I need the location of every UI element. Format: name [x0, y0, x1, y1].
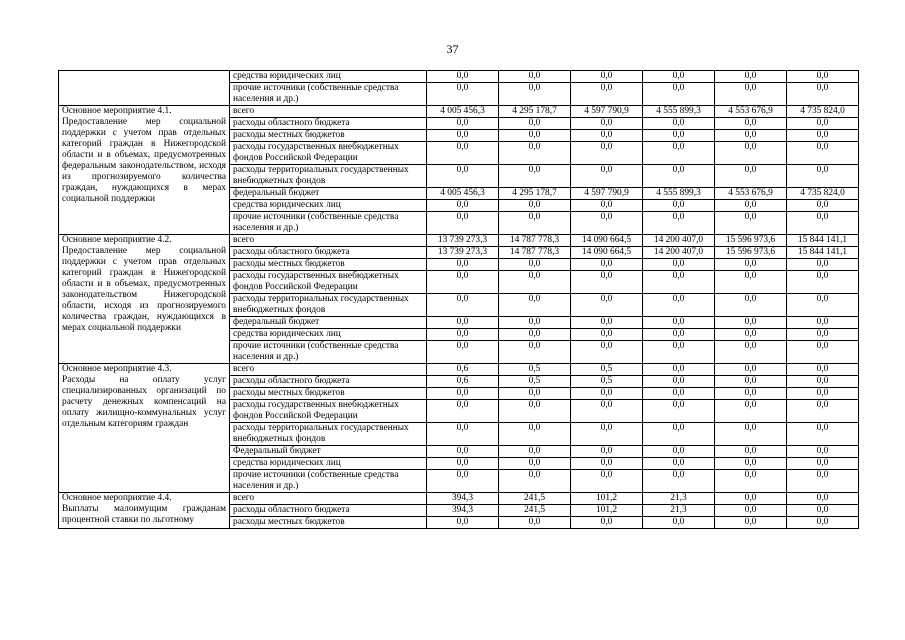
amount-cell: 0,0	[643, 165, 715, 188]
amount-cell: 0,0	[427, 470, 499, 493]
amount-cell: 0,0	[499, 341, 571, 364]
amount-cell: 0,0	[427, 341, 499, 364]
funding-source: средства юридических лиц	[230, 458, 427, 470]
amount-cell: 0,0	[499, 130, 571, 142]
amount-cell: 14 787 778,3	[499, 247, 571, 259]
amount-cell: 4 295 178,7	[499, 188, 571, 200]
amount-cell: 0,0	[787, 329, 859, 341]
amount-cell: 0,0	[643, 271, 715, 294]
amount-cell: 0,0	[427, 317, 499, 329]
measure-title: Основное мероприятие 4.4.	[62, 493, 172, 503]
amount-cell: 0,0	[427, 458, 499, 470]
amount-cell: 0,0	[427, 517, 499, 529]
amount-cell: 0,0	[571, 341, 643, 364]
measure-cell	[59, 364, 230, 493]
funding-source: прочие источники (собственные средства населения и др.)	[230, 470, 427, 493]
amount-cell: 0,0	[787, 376, 859, 388]
amount-cell: 0,0	[643, 376, 715, 388]
amount-cell: 0,0	[715, 364, 787, 376]
amount-cell: 0,0	[643, 423, 715, 446]
measure-description: Расходы на оплату услуг специализированных организаций по расчету денежных компенсаций на оплату жилищно-коммунальных услуг отдельным категориям граждан	[62, 375, 226, 429]
amount-cell: 4 735 824,0	[787, 188, 859, 200]
funding-source: федеральный бюджет	[230, 188, 427, 200]
amount-cell: 0,0	[715, 423, 787, 446]
amount-cell: 0,0	[499, 470, 571, 493]
funding-source: прочие источники (собственные средства населения и др.)	[230, 83, 427, 106]
funding-source: расходы областного бюджета	[230, 505, 427, 517]
amount-cell: 0,0	[571, 470, 643, 493]
funding-source: расходы местных бюджетов	[230, 130, 427, 142]
amount-cell: 0,0	[571, 400, 643, 423]
table-row	[59, 235, 859, 247]
funding-source: всего	[230, 235, 427, 247]
amount-cell: 0,0	[571, 446, 643, 458]
amount-cell: 0,0	[499, 388, 571, 400]
amount-cell: 0,0	[499, 317, 571, 329]
amount-cell: 15 596 973,6	[715, 235, 787, 247]
funding-source: прочие источники (собственные средства населения и др.)	[230, 212, 427, 235]
amount-cell: 0,0	[499, 83, 571, 106]
amount-cell: 0,0	[715, 142, 787, 165]
amount-cell: 0,0	[499, 329, 571, 341]
table-row	[59, 71, 859, 83]
amount-cell: 0,0	[787, 212, 859, 235]
amount-cell: 0,0	[427, 165, 499, 188]
amount-cell: 0,0	[715, 165, 787, 188]
funding-source: расходы областного бюджета	[230, 247, 427, 259]
measure-cell	[59, 71, 230, 106]
amount-cell: 15 844 141,1	[787, 247, 859, 259]
amount-cell: 0,0	[571, 517, 643, 529]
amount-cell: 0,0	[427, 423, 499, 446]
amount-cell: 0,0	[571, 165, 643, 188]
table-row	[59, 364, 859, 376]
amount-cell: 0,0	[715, 130, 787, 142]
funding-source: прочие источники (собственные средства населения и др.)	[230, 341, 427, 364]
amount-cell: 4 555 899,3	[643, 188, 715, 200]
amount-cell: 0,0	[427, 71, 499, 83]
amount-cell: 0,0	[571, 200, 643, 212]
amount-cell: 0,5	[571, 376, 643, 388]
amount-cell: 0,0	[643, 341, 715, 364]
amount-cell: 0,0	[787, 142, 859, 165]
amount-cell: 0,0	[643, 364, 715, 376]
amount-cell: 0,0	[715, 317, 787, 329]
amount-cell: 0,6	[427, 376, 499, 388]
page-number: 37	[446, 42, 459, 56]
funding-source: расходы местных бюджетов	[230, 388, 427, 400]
amount-cell: 0,0	[715, 400, 787, 423]
amount-cell: 0,0	[427, 400, 499, 423]
amount-cell: 0,0	[571, 271, 643, 294]
amount-cell: 0,0	[427, 83, 499, 106]
amount-cell: 0,0	[427, 259, 499, 271]
measure-title: Основное мероприятие 4.1.	[62, 106, 172, 116]
amount-cell: 0,0	[715, 83, 787, 106]
amount-cell: 0,0	[499, 294, 571, 317]
amount-cell: 101,2	[571, 505, 643, 517]
amount-cell: 0,0	[715, 341, 787, 364]
amount-cell: 0,0	[499, 400, 571, 423]
amount-cell: 241,5	[499, 493, 571, 505]
amount-cell: 394,3	[427, 493, 499, 505]
funding-source: средства юридических лиц	[230, 200, 427, 212]
funding-source: расходы государственных внебюджетных фондов Российской Федерации	[230, 142, 427, 165]
amount-cell: 0,0	[787, 118, 859, 130]
amount-cell: 0,6	[427, 364, 499, 376]
amount-cell: 0,5	[499, 376, 571, 388]
amount-cell: 0,0	[787, 71, 859, 83]
amount-cell: 0,0	[571, 118, 643, 130]
amount-cell: 0,0	[643, 130, 715, 142]
amount-cell: 0,0	[571, 388, 643, 400]
amount-cell: 0,0	[787, 341, 859, 364]
amount-cell: 0,0	[427, 118, 499, 130]
amount-cell: 0,0	[643, 259, 715, 271]
amount-cell: 0,0	[643, 83, 715, 106]
funding-source: средства юридических лиц	[230, 71, 427, 83]
funding-source: Федеральный бюджет	[230, 446, 427, 458]
amount-cell: 4 597 790,9	[571, 106, 643, 118]
amount-cell: 0,0	[427, 200, 499, 212]
amount-cell: 0,0	[427, 388, 499, 400]
amount-cell: 0,0	[715, 505, 787, 517]
amount-cell: 0,0	[787, 458, 859, 470]
amount-cell: 0,0	[643, 71, 715, 83]
amount-cell: 0,0	[787, 388, 859, 400]
table-row	[59, 106, 859, 118]
amount-cell: 0,0	[643, 517, 715, 529]
amount-cell: 0,0	[643, 294, 715, 317]
amount-cell: 0,0	[499, 118, 571, 130]
amount-cell: 0,0	[499, 71, 571, 83]
amount-cell: 4 553 676,9	[715, 106, 787, 118]
funding-source: расходы территориальных государственных внебюджетных фондов	[230, 294, 427, 317]
funding-source: расходы местных бюджетов	[230, 259, 427, 271]
amount-cell: 0,0	[571, 458, 643, 470]
amount-cell: 0,0	[427, 294, 499, 317]
measure-title: Основное мероприятие 4.2.	[62, 235, 172, 245]
measure-cell	[59, 235, 230, 364]
amount-cell: 0,0	[571, 294, 643, 317]
amount-cell: 0,0	[643, 212, 715, 235]
amount-cell: 0,0	[427, 130, 499, 142]
amount-cell: 0,0	[715, 71, 787, 83]
amount-cell: 0,0	[787, 317, 859, 329]
amount-cell: 0,0	[499, 259, 571, 271]
amount-cell: 0,0	[571, 130, 643, 142]
amount-cell: 4 005 456,3	[427, 106, 499, 118]
budget-table	[58, 70, 859, 529]
table-row	[59, 493, 859, 505]
amount-cell: 21,3	[643, 493, 715, 505]
amount-cell: 4 597 790,9	[571, 188, 643, 200]
amount-cell: 0,0	[715, 200, 787, 212]
amount-cell: 0,0	[715, 376, 787, 388]
amount-cell: 0,0	[643, 200, 715, 212]
amount-cell: 0,0	[787, 130, 859, 142]
amount-cell: 0,0	[643, 458, 715, 470]
amount-cell: 0,0	[715, 294, 787, 317]
amount-cell: 0,0	[787, 517, 859, 529]
amount-cell: 0,0	[787, 271, 859, 294]
amount-cell: 0,0	[787, 165, 859, 188]
funding-source: всего	[230, 106, 427, 118]
amount-cell: 0,0	[715, 493, 787, 505]
amount-cell: 0,0	[787, 259, 859, 271]
amount-cell: 0,0	[427, 446, 499, 458]
funding-source: расходы местных бюджетов	[230, 517, 427, 529]
amount-cell: 0,0	[571, 83, 643, 106]
amount-cell: 0,0	[643, 329, 715, 341]
amount-cell: 0,0	[499, 200, 571, 212]
amount-cell: 0,0	[715, 259, 787, 271]
amount-cell: 0,0	[643, 317, 715, 329]
amount-cell: 15 596 973,6	[715, 247, 787, 259]
amount-cell: 0,5	[499, 364, 571, 376]
amount-cell: 14 200 407,0	[643, 235, 715, 247]
measure-title: Основное мероприятие 4.3.	[62, 364, 172, 374]
amount-cell: 0,0	[499, 446, 571, 458]
amount-cell: 0,0	[499, 423, 571, 446]
amount-cell: 0,0	[571, 71, 643, 83]
amount-cell: 0,0	[787, 83, 859, 106]
amount-cell: 0,0	[499, 165, 571, 188]
amount-cell: 0,0	[499, 517, 571, 529]
funding-source: расходы областного бюджета	[230, 376, 427, 388]
amount-cell: 0,0	[499, 458, 571, 470]
funding-source: федеральный бюджет	[230, 317, 427, 329]
amount-cell: 0,0	[571, 423, 643, 446]
amount-cell: 0,0	[643, 446, 715, 458]
amount-cell: 14 090 664,5	[571, 235, 643, 247]
amount-cell: 0,0	[787, 200, 859, 212]
amount-cell: 0,0	[571, 259, 643, 271]
amount-cell: 0,0	[787, 505, 859, 517]
funding-source: всего	[230, 493, 427, 505]
amount-cell: 0,0	[643, 470, 715, 493]
amount-cell: 0,0	[715, 118, 787, 130]
measure-cell	[59, 493, 230, 529]
amount-cell: 0,0	[499, 142, 571, 165]
funding-source: расходы государственных внебюджетных фондов Российской Федерации	[230, 400, 427, 423]
amount-cell: 0,0	[499, 271, 571, 294]
measure-cell	[59, 106, 230, 235]
amount-cell: 0,0	[787, 493, 859, 505]
amount-cell: 0,0	[715, 212, 787, 235]
amount-cell: 0,0	[787, 423, 859, 446]
funding-source: всего	[230, 364, 427, 376]
amount-cell: 0,0	[715, 446, 787, 458]
funding-source: средства юридических лиц	[230, 329, 427, 341]
amount-cell: 0,0	[787, 446, 859, 458]
amount-cell: 0,0	[571, 212, 643, 235]
amount-cell: 101,2	[571, 493, 643, 505]
amount-cell: 0,0	[427, 142, 499, 165]
amount-cell: 0,0	[715, 388, 787, 400]
amount-cell: 13 739 273,3	[427, 235, 499, 247]
amount-cell: 0,0	[643, 388, 715, 400]
amount-cell: 4 735 824,0	[787, 106, 859, 118]
amount-cell: 0,0	[571, 142, 643, 165]
amount-cell: 14 787 778,3	[499, 235, 571, 247]
amount-cell: 0,0	[787, 470, 859, 493]
amount-cell: 394,3	[427, 505, 499, 517]
amount-cell: 4 005 456,3	[427, 188, 499, 200]
measure-description: Выплаты малоимущим гражданам процентной ставки по льготному	[62, 504, 226, 525]
amount-cell: 0,0	[787, 364, 859, 376]
amount-cell: 14 090 664,5	[571, 247, 643, 259]
amount-cell: 0,0	[427, 329, 499, 341]
amount-cell: 0,0	[643, 118, 715, 130]
amount-cell: 21,3	[643, 505, 715, 517]
measure-description: Предоставление мер социальной поддержки с учетом прав отдельных категорий граждан в Нижегородской области и в объемах, предусмотренных федеральным законодательством, исходя из прогнозируемого количества граждан, нуждающихся в мерах социальной поддержки	[62, 117, 226, 204]
amount-cell: 4 555 899,3	[643, 106, 715, 118]
funding-source: расходы территориальных государственных внебюджетных фондов	[230, 165, 427, 188]
amount-cell: 0,0	[427, 271, 499, 294]
amount-cell: 0,0	[787, 294, 859, 317]
amount-cell: 15 844 141,1	[787, 235, 859, 247]
amount-cell: 0,0	[715, 271, 787, 294]
amount-cell: 14 200 407,0	[643, 247, 715, 259]
funding-source: расходы территориальных государственных внебюджетных фондов	[230, 423, 427, 446]
amount-cell: 0,0	[715, 517, 787, 529]
amount-cell: 13 739 273,3	[427, 247, 499, 259]
measure-description: Предоставление мер социальной поддержки с учетом прав отдельных категорий граждан в Нижегородской области и в объемах, предусмотренных законодательством Нижегородской области, исходя из прогнозируемого количества граждан, нуждающихся в мерах социальной поддержки	[62, 246, 226, 333]
amount-cell: 241,5	[499, 505, 571, 517]
amount-cell: 0,0	[571, 317, 643, 329]
amount-cell: 0,0	[499, 212, 571, 235]
funding-source: расходы областного бюджета	[230, 118, 427, 130]
amount-cell: 0,0	[571, 329, 643, 341]
amount-cell: 0,0	[427, 212, 499, 235]
amount-cell: 0,0	[715, 458, 787, 470]
amount-cell: 0,0	[643, 400, 715, 423]
amount-cell: 0,0	[715, 470, 787, 493]
amount-cell: 0,5	[571, 364, 643, 376]
funding-source: расходы государственных внебюджетных фондов Российской Федерации	[230, 271, 427, 294]
amount-cell: 4 553 676,9	[715, 188, 787, 200]
amount-cell: 0,0	[643, 142, 715, 165]
amount-cell: 4 295 178,7	[499, 106, 571, 118]
amount-cell: 0,0	[715, 329, 787, 341]
amount-cell: 0,0	[787, 400, 859, 423]
